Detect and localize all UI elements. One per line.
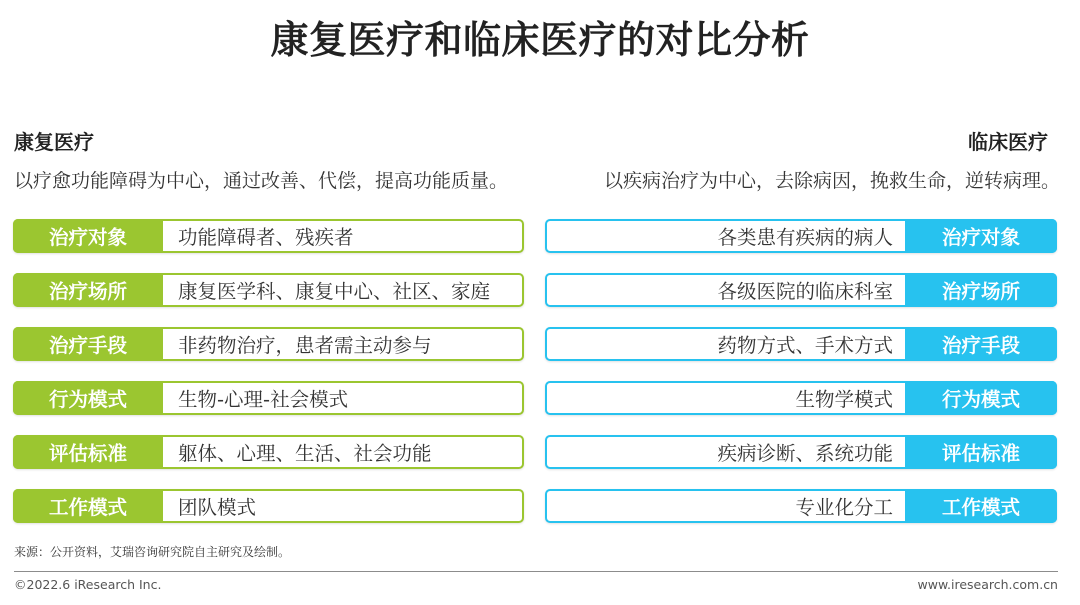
left-row-label: 治疗场所 bbox=[13, 273, 163, 307]
right-row-value: 各类患有疾病的病人 bbox=[717, 226, 893, 249]
footer-website: www.iresearch.com.cn bbox=[917, 577, 1058, 592]
right-row-value: 专业化分工 bbox=[795, 496, 893, 519]
right-row bbox=[545, 327, 1057, 361]
left-row-value: 非药物治疗，患者需主动参与 bbox=[178, 334, 432, 357]
footer-copyright: ©2022.6 iResearch Inc. bbox=[14, 577, 162, 592]
source-note: 来源：公开资料，艾瑞咨询研究院自主研究及绘制。 bbox=[14, 545, 291, 559]
left-row bbox=[13, 219, 524, 253]
right-row bbox=[545, 273, 1057, 307]
right-row bbox=[545, 219, 1057, 253]
left-row-label: 行为模式 bbox=[13, 381, 163, 415]
left-row-label: 治疗对象 bbox=[13, 219, 163, 253]
left-section-heading: 康复医疗 bbox=[14, 130, 94, 154]
left-row-label: 工作模式 bbox=[13, 489, 163, 523]
right-row-label: 治疗手段 bbox=[905, 327, 1057, 361]
left-row-value: 功能障碍者、残疾者 bbox=[178, 226, 354, 249]
right-row-label: 工作模式 bbox=[905, 489, 1057, 523]
left-row bbox=[13, 489, 524, 523]
right-row-label: 评估标准 bbox=[905, 435, 1057, 469]
left-row bbox=[13, 273, 524, 307]
left-section-description: 以疗愈功能障碍为中心，通过改善、代偿，提高功能质量。 bbox=[14, 170, 509, 192]
right-row-value: 药物方式、手术方式 bbox=[717, 334, 893, 357]
left-row-value: 生物-心理-社会模式 bbox=[178, 388, 349, 411]
right-row-label: 治疗对象 bbox=[905, 219, 1057, 253]
left-row-value: 团队模式 bbox=[178, 496, 257, 519]
right-row-label: 行为模式 bbox=[905, 381, 1057, 415]
left-row bbox=[13, 327, 524, 361]
right-section-description: 以疾病治疗为中心，去除病因，挽救生命，逆转病理。 bbox=[603, 170, 1060, 192]
right-row-value: 疾病诊断、系统功能 bbox=[717, 442, 893, 465]
left-row-label: 治疗手段 bbox=[13, 327, 163, 361]
left-row-value: 躯体、心理、生活、社会功能 bbox=[178, 442, 432, 465]
right-row bbox=[545, 489, 1057, 523]
left-row-value: 康复医学科、康复中心、社区、家庭 bbox=[178, 280, 491, 303]
right-row bbox=[545, 381, 1057, 415]
right-row-value: 生物学模式 bbox=[795, 388, 893, 411]
right-row-value: 各级医院的临床科室 bbox=[717, 280, 893, 303]
page-title: 康复医疗和临床医疗的对比分析 bbox=[270, 18, 810, 62]
right-row-label: 治疗场所 bbox=[905, 273, 1057, 307]
left-row bbox=[13, 381, 524, 415]
right-row bbox=[545, 435, 1057, 469]
left-row bbox=[13, 435, 524, 469]
right-section-heading: 临床医疗 bbox=[968, 130, 1048, 154]
footer-divider bbox=[14, 571, 1058, 572]
left-row-label: 评估标准 bbox=[13, 435, 163, 469]
